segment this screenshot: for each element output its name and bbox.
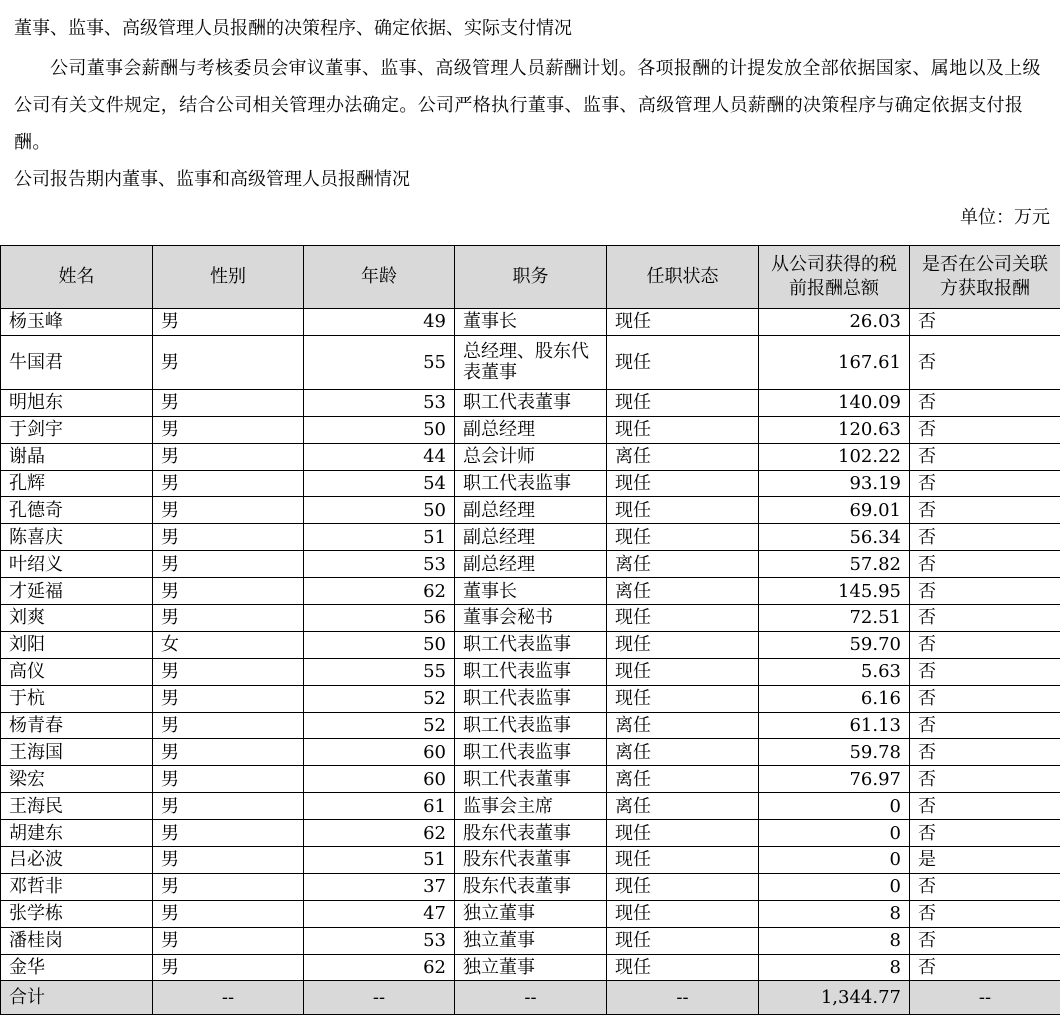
cell-gender: 男: [153, 524, 304, 551]
col-header-pretax-pay: 从公司获得的税前报酬总额: [759, 246, 910, 309]
cell-name: 潘桂岗: [1, 927, 153, 954]
cell-position: 副总经理: [455, 497, 607, 524]
cell-related-party-pay: 否: [910, 497, 1060, 524]
cell-status: 现任: [607, 605, 759, 632]
cell-age: 60: [304, 766, 455, 793]
table-row: [1, 927, 1060, 954]
cell-name: 叶绍义: [1, 551, 153, 578]
cell-status: 现任: [607, 927, 759, 954]
cell-pretax-pay: 0: [759, 820, 910, 847]
cell-name: 孔辉: [1, 470, 153, 497]
unit-label: 单位：万元: [960, 207, 1050, 228]
cell-status: 现任: [607, 900, 759, 927]
cell-gender: 男: [153, 309, 304, 336]
table-row: [1, 685, 1060, 712]
cell-name: 于剑宇: [1, 416, 153, 443]
cell-name: 才延福: [1, 578, 153, 605]
col-header-position: 职务: [455, 246, 607, 309]
cell-gender: 男: [153, 927, 304, 954]
cell-pretax-pay: 26.03: [759, 309, 910, 336]
cell-related-party-pay: 否: [910, 954, 1060, 981]
total-cell: --: [910, 981, 1060, 1015]
table-header-row: [1, 246, 1060, 309]
cell-status: 现任: [607, 873, 759, 900]
cell-pretax-pay: 59.78: [759, 739, 910, 766]
cell-gender: 男: [153, 443, 304, 470]
cell-gender: 男: [153, 685, 304, 712]
cell-related-party-pay: 否: [910, 739, 1060, 766]
col-header-age: 年龄: [304, 246, 455, 309]
cell-gender: 男: [153, 954, 304, 981]
cell-name: 杨青春: [1, 712, 153, 739]
cell-age: 55: [304, 658, 455, 685]
cell-name: 谢晶: [1, 443, 153, 470]
cell-position: 职工代表监事: [455, 631, 607, 658]
cell-related-party-pay: 否: [910, 873, 1060, 900]
cell-name: 刘爽: [1, 605, 153, 632]
table-row: [1, 497, 1060, 524]
cell-pretax-pay: 69.01: [759, 497, 910, 524]
cell-gender: 男: [153, 900, 304, 927]
cell-gender: 男: [153, 793, 304, 820]
cell-pretax-pay: 0: [759, 873, 910, 900]
cell-name: 王海国: [1, 739, 153, 766]
cell-age: 44: [304, 443, 455, 470]
table-row: [1, 416, 1060, 443]
cell-age: 62: [304, 820, 455, 847]
col-header-related-party-pay: 是否在公司关联方获取报酬: [910, 246, 1060, 309]
cell-age: 52: [304, 712, 455, 739]
table-row: [1, 631, 1060, 658]
cell-gender: 男: [153, 712, 304, 739]
cell-status: 现任: [607, 820, 759, 847]
cell-related-party-pay: 否: [910, 443, 1060, 470]
cell-position: 职工代表监事: [455, 685, 607, 712]
cell-pretax-pay: 0: [759, 793, 910, 820]
cell-related-party-pay: 否: [910, 524, 1060, 551]
cell-position: 总会计师: [455, 443, 607, 470]
total-cell: --: [607, 981, 759, 1015]
cell-pretax-pay: 140.09: [759, 389, 910, 416]
cell-name: 金华: [1, 954, 153, 981]
cell-pretax-pay: 120.63: [759, 416, 910, 443]
cell-status: 现任: [607, 470, 759, 497]
policy-paragraph-block: [14, 50, 1048, 161]
cell-name: 王海民: [1, 793, 153, 820]
cell-gender: 男: [153, 739, 304, 766]
cell-position: 董事长: [455, 578, 607, 605]
cell-name: 于杭: [1, 685, 153, 712]
cell-position: 股东代表董事: [455, 820, 607, 847]
table-row: [1, 578, 1060, 605]
table-total-row: [1, 981, 1060, 1015]
cell-related-party-pay: 否: [910, 389, 1060, 416]
cell-age: 55: [304, 335, 455, 389]
cell-pretax-pay: 8: [759, 900, 910, 927]
cell-age: 56: [304, 605, 455, 632]
cell-gender: 男: [153, 416, 304, 443]
cell-age: 61: [304, 793, 455, 820]
cell-status: 现任: [607, 847, 759, 874]
cell-name: 胡建东: [1, 820, 153, 847]
cell-position: 职工代表监事: [455, 658, 607, 685]
cell-position: 独立董事: [455, 927, 607, 954]
cell-pretax-pay: 8: [759, 954, 910, 981]
cell-position: 职工代表董事: [455, 389, 607, 416]
cell-related-party-pay: 否: [910, 900, 1060, 927]
table-row: [1, 389, 1060, 416]
cell-gender: 男: [153, 470, 304, 497]
cell-pretax-pay: 56.34: [759, 524, 910, 551]
cell-related-party-pay: 否: [910, 309, 1060, 336]
cell-status: 现任: [607, 335, 759, 389]
cell-gender: 男: [153, 497, 304, 524]
cell-status: 现任: [607, 416, 759, 443]
cell-pretax-pay: 145.95: [759, 578, 910, 605]
table-row: [1, 524, 1060, 551]
cell-position: 董事长: [455, 309, 607, 336]
table-row: [1, 605, 1060, 632]
table-row: [1, 847, 1060, 874]
cell-gender: 男: [153, 605, 304, 632]
cell-position: 监事会主席: [455, 793, 607, 820]
cell-gender: 男: [153, 766, 304, 793]
table-row: [1, 470, 1060, 497]
cell-related-party-pay: 否: [910, 712, 1060, 739]
table-row: [1, 793, 1060, 820]
cell-gender: 男: [153, 820, 304, 847]
cell-position: 董事会秘书: [455, 605, 607, 632]
cell-related-party-pay: 否: [910, 335, 1060, 389]
cell-status: 离任: [607, 578, 759, 605]
total-cell: --: [304, 981, 455, 1015]
cell-status: 现任: [607, 685, 759, 712]
cell-age: 53: [304, 551, 455, 578]
cell-age: 53: [304, 927, 455, 954]
table-row: [1, 739, 1060, 766]
cell-name: 高仪: [1, 658, 153, 685]
table-row: [1, 309, 1060, 336]
table-row: [1, 820, 1060, 847]
cell-status: 离任: [607, 739, 759, 766]
table-row: [1, 873, 1060, 900]
table-row: [1, 658, 1060, 685]
cell-status: 现任: [607, 524, 759, 551]
cell-name: 梁宏: [1, 766, 153, 793]
cell-status: 离任: [607, 443, 759, 470]
cell-age: 52: [304, 685, 455, 712]
cell-related-party-pay: 否: [910, 631, 1060, 658]
cell-status: 现任: [607, 954, 759, 981]
cell-pretax-pay: 61.13: [759, 712, 910, 739]
cell-age: 50: [304, 497, 455, 524]
cell-age: 47: [304, 900, 455, 927]
cell-age: 49: [304, 309, 455, 336]
table-row: [1, 335, 1060, 389]
cell-name: 孔德奇: [1, 497, 153, 524]
cell-age: 54: [304, 470, 455, 497]
cell-name: 陈喜庆: [1, 524, 153, 551]
cell-pretax-pay: 0: [759, 847, 910, 874]
cell-name: 邓哲非: [1, 873, 153, 900]
table-row: [1, 766, 1060, 793]
table-row: [1, 551, 1060, 578]
col-header-name: 姓名: [1, 246, 153, 309]
cell-age: 60: [304, 739, 455, 766]
cell-gender: 男: [153, 847, 304, 874]
compensation-table: [0, 245, 1060, 1015]
cell-gender: 女: [153, 631, 304, 658]
cell-pretax-pay: 5.63: [759, 658, 910, 685]
cell-age: 62: [304, 578, 455, 605]
cell-related-party-pay: 否: [910, 470, 1060, 497]
cell-related-party-pay: 否: [910, 820, 1060, 847]
cell-pretax-pay: 167.61: [759, 335, 910, 389]
cell-status: 离任: [607, 793, 759, 820]
total-cell: --: [455, 981, 607, 1015]
table-heading: 公司报告期内董事、监事和高级管理人员报酬情况: [14, 169, 410, 190]
cell-status: 离任: [607, 551, 759, 578]
col-header-gender: 性别: [153, 246, 304, 309]
table-row: [1, 443, 1060, 470]
cell-position: 总经理、股东代表董事: [455, 335, 607, 389]
cell-gender: 男: [153, 335, 304, 389]
cell-position: 独立董事: [455, 900, 607, 927]
cell-related-party-pay: 是: [910, 847, 1060, 874]
cell-gender: 男: [153, 658, 304, 685]
cell-related-party-pay: 否: [910, 605, 1060, 632]
total-cell: --: [153, 981, 304, 1015]
cell-gender: 男: [153, 578, 304, 605]
cell-position: 股东代表董事: [455, 847, 607, 874]
total-label: 合计: [1, 981, 153, 1015]
cell-age: 50: [304, 416, 455, 443]
cell-name: 明旭东: [1, 389, 153, 416]
cell-pretax-pay: 6.16: [759, 685, 910, 712]
cell-pretax-pay: 72.51: [759, 605, 910, 632]
cell-status: 离任: [607, 712, 759, 739]
cell-position: 职工代表监事: [455, 470, 607, 497]
cell-status: 现任: [607, 389, 759, 416]
cell-pretax-pay: 102.22: [759, 443, 910, 470]
cell-position: 职工代表监事: [455, 712, 607, 739]
cell-position: 副总经理: [455, 551, 607, 578]
cell-name: 吕必波: [1, 847, 153, 874]
cell-related-party-pay: 否: [910, 416, 1060, 443]
table-row: [1, 712, 1060, 739]
cell-status: 离任: [607, 766, 759, 793]
section-heading: 董事、监事、高级管理人员报酬的决策程序、确定依据、实际支付情况: [14, 18, 572, 39]
cell-age: 62: [304, 954, 455, 981]
cell-name: 张学栋: [1, 900, 153, 927]
col-header-status: 任职状态: [607, 246, 759, 309]
cell-gender: 男: [153, 551, 304, 578]
cell-status: 现任: [607, 658, 759, 685]
cell-related-party-pay: 否: [910, 766, 1060, 793]
table-body: [1, 309, 1060, 1015]
cell-gender: 男: [153, 389, 304, 416]
cell-pretax-pay: 57.82: [759, 551, 910, 578]
cell-related-party-pay: 否: [910, 927, 1060, 954]
cell-name: 刘阳: [1, 631, 153, 658]
cell-position: 职工代表监事: [455, 739, 607, 766]
cell-status: 现任: [607, 309, 759, 336]
cell-age: 51: [304, 847, 455, 874]
cell-gender: 男: [153, 873, 304, 900]
cell-age: 37: [304, 873, 455, 900]
table-row: [1, 954, 1060, 981]
cell-pretax-pay: 93.19: [759, 470, 910, 497]
cell-status: 现任: [607, 497, 759, 524]
cell-position: 副总经理: [455, 416, 607, 443]
cell-name: 杨玉峰: [1, 309, 153, 336]
cell-position: 副总经理: [455, 524, 607, 551]
cell-related-party-pay: 否: [910, 551, 1060, 578]
cell-related-party-pay: 否: [910, 658, 1060, 685]
cell-pretax-pay: 76.97: [759, 766, 910, 793]
cell-age: 50: [304, 631, 455, 658]
table-row: [1, 900, 1060, 927]
cell-status: 现任: [607, 631, 759, 658]
cell-position: 独立董事: [455, 954, 607, 981]
cell-related-party-pay: 否: [910, 578, 1060, 605]
cell-related-party-pay: 否: [910, 685, 1060, 712]
cell-age: 53: [304, 389, 455, 416]
cell-position: 职工代表董事: [455, 766, 607, 793]
cell-pretax-pay: 59.70: [759, 631, 910, 658]
total-pretax-pay: 1,344.77: [759, 981, 910, 1015]
cell-position: 股东代表董事: [455, 873, 607, 900]
cell-age: 51: [304, 524, 455, 551]
cell-pretax-pay: 8: [759, 927, 910, 954]
cell-related-party-pay: 否: [910, 793, 1060, 820]
cell-name: 牛国君: [1, 335, 153, 389]
policy-paragraph: 公司董事会薪酬与考核委员会审议董事、监事、高级管理人员薪酬计划。各项报酬的计提发放全部依据国家、属地以及上级公司有关文件规定，结合公司相关管理办法确定。公司严格执行董事、监事、高级管理人员薪酬的决策程序与确定依据支付报酬。: [14, 58, 1041, 153]
